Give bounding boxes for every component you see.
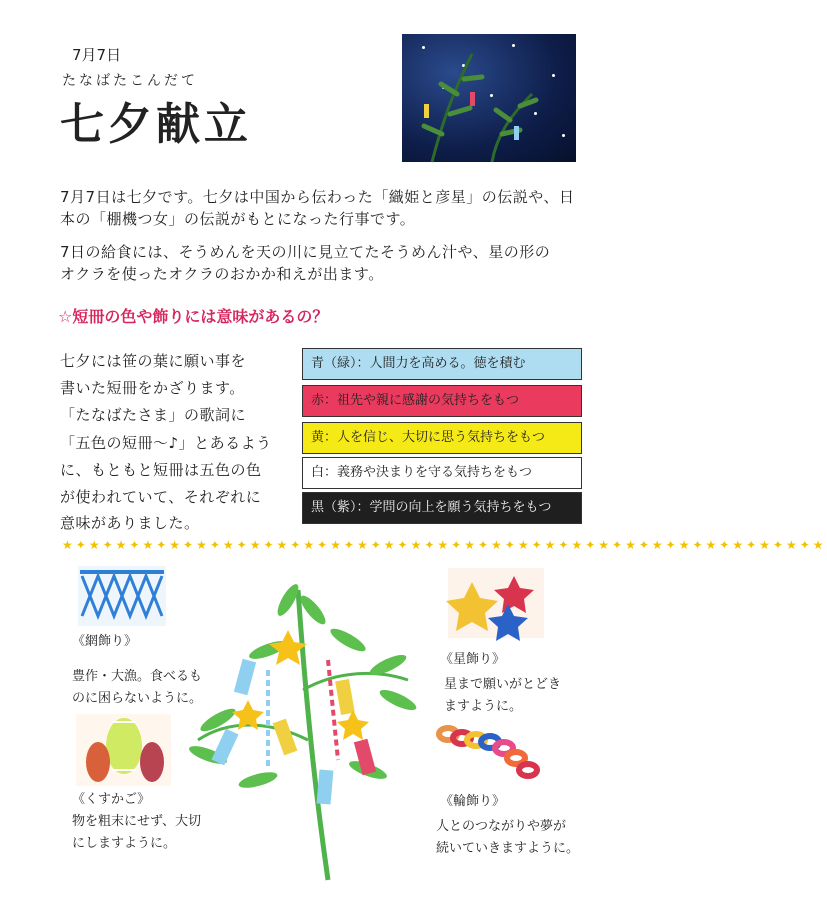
color-strip-black: 黒（紫）：学問の向上を願う気持ちをもつ (302, 492, 582, 524)
bamboo-illustration (178, 570, 428, 884)
section-line-6: が使われていて、それぞれに (60, 488, 262, 506)
intro-line-3: 7日の給食には、そうめんを天の川に見立てたそうめん汁や、星の形の (60, 243, 551, 261)
night-sky-photo (402, 34, 576, 162)
section-heading: ☆短冊の色や飾りには意味があるの？ (58, 307, 329, 326)
net-decoration-text-2: のに困らないように。 (72, 691, 203, 706)
title-reading: たなばたこんだて (62, 73, 198, 89)
section-line-4: 「五色の短冊～♪」とあるよう (60, 434, 272, 452)
section-line-7: 意味がありました。 (60, 514, 200, 532)
color-strip-blue: 青（緑）：人間力を高める。徳を積む (302, 348, 582, 380)
ring-decoration-image (436, 714, 544, 790)
star-decoration-title: 《星飾り》 (440, 652, 506, 667)
star-decoration-text-1: 星まで願いがとどき (444, 677, 562, 692)
kusukago-text-1: 物を粗末にせず、大切 (72, 814, 201, 829)
ring-decoration-text-2: 続いていきますように。 (436, 841, 580, 856)
section-line-2: 書いた短冊をかざります。 (60, 379, 245, 397)
page-title: 七夕献立 (60, 99, 252, 150)
section-line-3: 「たなばたさま」の歌詞に (60, 406, 247, 424)
date-label: 7月7日 (72, 46, 122, 64)
net-decoration-text-1: 豊作・大漁。食べるも (72, 669, 203, 684)
ring-decoration-title: 《輪飾り》 (440, 794, 506, 809)
section-line-5: に、もともと短冊は五色の色 (60, 461, 262, 479)
net-decoration-image (78, 566, 166, 626)
kusukago-title: 《くすかご》 (72, 792, 151, 807)
color-strip-white: 白：義務や決まりを守る気持ちをもつ (302, 457, 582, 489)
net-decoration-title: 《網飾り》 (72, 634, 138, 649)
ring-decoration-text-1: 人とのつながりや夢が (436, 819, 567, 834)
star-decoration-text-2: ますように。 (444, 699, 523, 714)
bamboo-silhouette-icon (402, 34, 576, 162)
intro-line-4: オクラを使ったオクラのおかか和えが出ます。 (60, 265, 384, 283)
section-line-1: 七夕には笹の葉に願い事を (60, 352, 247, 370)
intro-line-1: 7月7日は七夕です。七夕は中国から伝わった「織姫と彦星」の伝説や、日 (60, 188, 575, 206)
star-decoration-image (448, 568, 544, 638)
color-strip-red: 赤：祖先や親に感謝の気持ちをもつ (302, 385, 582, 417)
kusukago-text-2: にしますように。 (72, 836, 177, 851)
star-divider-icon: ★✦★✦★✦★✦★✦★✦★✦★✦★✦★✦★✦★✦★✦★✦★✦★✦★✦★✦★✦★✦★✦★✦★✦★✦★✦★✦★✦★✦★ (62, 538, 827, 552)
kusukago-image (76, 714, 171, 786)
color-strip-yellow: 黄：人を信じ、大切に思う気持ちをもつ (302, 422, 582, 454)
intro-line-2: 本の「棚機つ女」の伝説がもとになった行事です。 (60, 210, 416, 228)
